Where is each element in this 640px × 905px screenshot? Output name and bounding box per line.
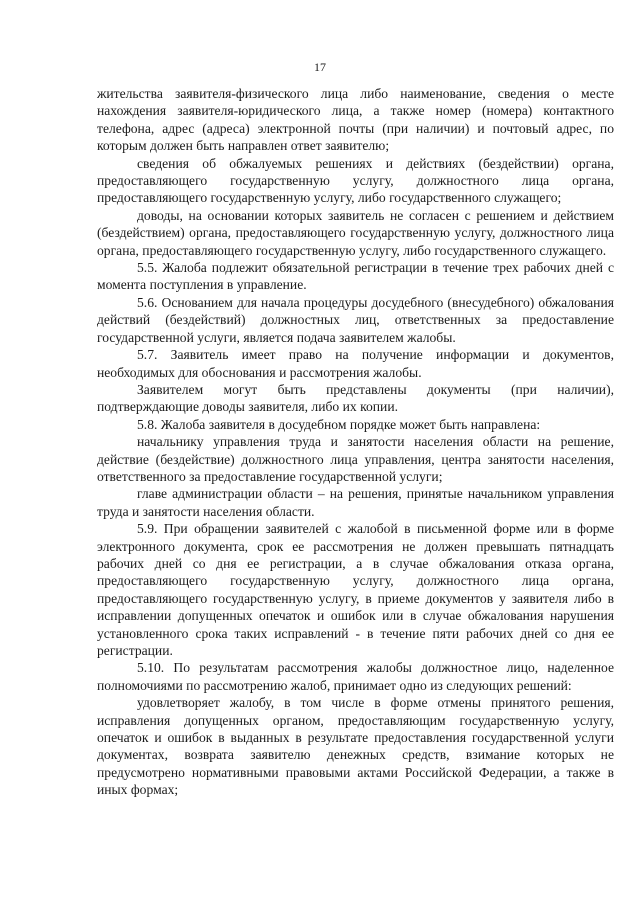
paragraph-5-8: 5.8. Жалоба заявителя в досудебном порядке может быть направлена: xyxy=(137,416,541,432)
paragraph-5-9: 5.9. При обращении заявителей с жалобой в письменной форме или в форме электронного документа, срок ее рассмотрения не должен превышать пятнадцать рабочих дней со дня ее регистрации, а в случае обжалования отказа органа, предоставляющего государственную услугу, должностного лица органа, предоставляющего государственную услугу, в приеме документов у заявителя либо в исправлении допущенных опечаток и ошибок или в случае обжалования нарушения установленного срока таких исправлений - в течение пяти рабочих дней со дня ее регистрации. xyxy=(97,521,614,658)
document-body xyxy=(97,85,614,799)
paragraph-documents: Заявителем могут быть представлены документы (при наличии), подтверждающие доводы заявителя, либо их копии. xyxy=(97,381,614,415)
paragraph-5-10: 5.10. По результатам рассмотрения жалобы должностное лицо, наделенное полномочиями по рассмотрению жалоб, принимает одно из следующих решений: xyxy=(97,660,614,693)
paragraph-appealed-decisions: сведения об обжалуемых решениях и действиях (бездействии) органа, предоставляющего государственную услугу, должностного лица органа, предоставляющего государственную услугу, либо государственного служащего; xyxy=(97,155,614,206)
paragraph-5-5: 5.5. Жалоба подлежит обязательной регистрации в течение трех рабочих дней с момента поступления в управление. xyxy=(97,260,614,293)
page-number: 17 xyxy=(314,60,326,74)
paragraph-5-6: 5.6. Основанием для начала процедуры досудебного (внесудебного) обжалования действий (бездействий) должностных лиц, ответственных за предоставление государственной услуги, является подача заявителем жалобы. xyxy=(97,294,614,345)
paragraph-satisfies-complaint: удовлетворяет жалобу, в том числе в форме отмены принятого решения, исправления допущенных органом, предоставляющим государственную услугу, опечаток и ошибок в выданных в результате предоставления государственной услуги документах, возврата заявителю денежных средств, взимание которых не предусмотрено нормативными правовыми актами Российской Федерации, а также в иных формах; xyxy=(97,695,614,798)
paragraph-arguments: доводы, на основании которых заявитель не согласен с решением и действием (бездействием) органа, предоставляющего государственную услугу, должностного лица органа, предоставляющего государственную услугу, либо государственного служащего. xyxy=(97,207,614,258)
paragraph-5-7: 5.7. Заявитель имеет право на получение информации и документов, необходимых для обоснования и рассмотрения жалобы. xyxy=(97,347,614,380)
paragraph-head-of-administration: главе администрации области – на решения, принятые начальником управления труда и занятости населения области. xyxy=(97,486,614,519)
paragraph-head-of-department: начальнику управления труда и занятости населения области на решение, действие (бездействие) должностного лица управления, центра занятости населения, ответственного за предоставление государственной услуги; xyxy=(97,434,614,484)
paragraph-applicant-address: жительства заявителя-физического лица либо наименование, сведения о месте нахождения заявителя-юридического лица, а также номер (номера) контактного телефона, адрес (адреса) электронной почты (при наличии) и почтовый адрес, по которым должен быть направлен ответ заявителю; xyxy=(97,86,614,154)
